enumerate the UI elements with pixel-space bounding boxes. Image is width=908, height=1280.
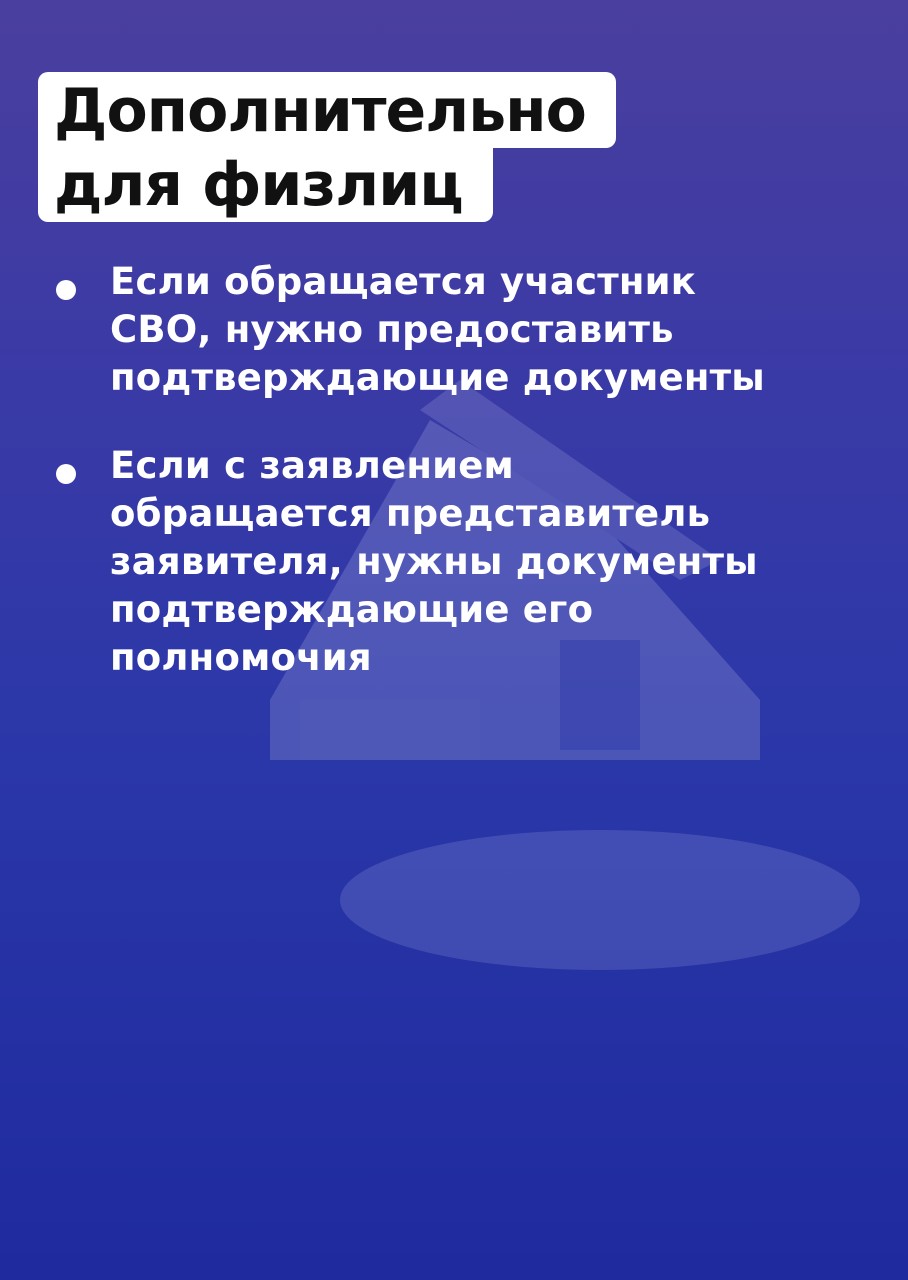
- bullet-icon: [56, 280, 76, 300]
- list-item: [52, 258, 882, 402]
- list-item-text: Если с заявлением обращается представитель заявителя, нужны документы подтверждающие его полномочия: [110, 444, 758, 679]
- title-line-1: Дополнительно: [38, 72, 616, 148]
- title-block: [38, 72, 616, 222]
- title-line-2: для физлиц: [38, 146, 493, 222]
- list-item: [52, 442, 882, 682]
- bullet-icon: [56, 464, 76, 484]
- list-item-text: Если обращается участник СВО, нужно предоставить подтверждающие документы: [110, 260, 765, 399]
- info-list: [52, 258, 882, 722]
